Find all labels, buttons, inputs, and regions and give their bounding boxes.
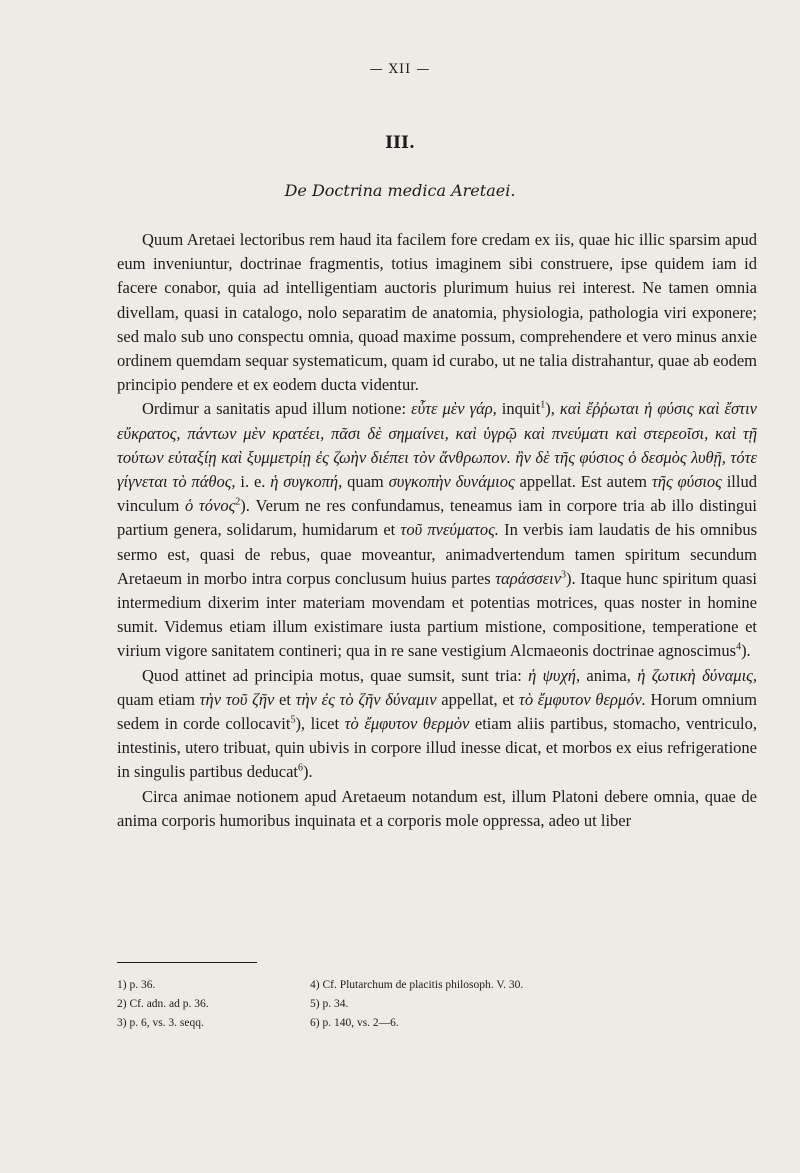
section-title: De Doctrina medica Aretaei. — [284, 181, 516, 200]
text-run: ). Verum ne res confundamus, teneamus iam in corpore tria ab illo distingui partium genera, solidarum, humidarum et — [117, 496, 757, 540]
greek-quote: συγκοπὴν δυνάμιος — [388, 472, 515, 492]
greek-quote: τὴν ἐς τὸ ζῆν δύναμιν — [295, 689, 437, 709]
paragraph — [117, 397, 757, 663]
footnote-marker: 1 — [540, 399, 546, 411]
footnotes-right-column — [310, 976, 750, 1033]
paragraph — [117, 228, 757, 397]
footnote-marker: 4 — [736, 641, 742, 653]
text-run: illud vinculum — [117, 472, 757, 516]
greek-quote: ὁ τόνος — [184, 496, 236, 516]
footnote: 1) p. 36. — [117, 979, 156, 991]
footnote-marker: 3 — [561, 569, 567, 581]
footnote-marker: 5 — [290, 714, 296, 726]
greek-quote: καὶ ἔῤῥωται ἡ φύσις καὶ ἔστιν εὔκρατος, πάντων μὲν κρατέει, πᾶσι δὲ σημαίνει, καὶ ὑγρῷ καὶ πνεύματι καὶ στερεοῖσι, καὶ τῇ τούτων εὐταξίῃ καὶ ξυμμετρίῃ ἐς ζωὴν διέπει τὸν ἄνθρωπον. ἢν δὲ τῆς φύσιος ὁ δεσμὸς λυθῇ, τότε γίγνεται τὸ πάθος, — [117, 399, 757, 492]
text-run: quam — [342, 472, 389, 492]
greek-quote: τὴν τοῦ ζῆν — [199, 689, 275, 709]
text-run: etiam aliis partibus, stomacho, ventriculo, intestinis, utero tribuat, quin ubivis in corpore illud inesse dicat, et morbos ex eius refrigeratione in singulis partibus deducat — [117, 714, 758, 782]
footnote: 2) Cf. adn. ad p. 36. — [117, 998, 209, 1010]
footnotes-left-column — [117, 976, 307, 1033]
text-run: Circa animae notionem apud Aretaeum notandum est, illum Platoni debere omnia, quae de anima corporis humoribus inquinata et a corporis mole oppressa, adeo ut liber — [117, 786, 757, 830]
greek-quote: ταράσσειν — [495, 568, 562, 588]
text-run: Ordimur a sanitatis apud illum notione: — [142, 399, 412, 419]
paragraph — [117, 664, 757, 785]
greek-quote: τῆς φύσιος — [651, 472, 722, 492]
footnote: 3) p. 6, vs. 3. seqq. — [117, 1017, 204, 1029]
text-run: quam etiam — [117, 689, 200, 709]
text-run: ), — [545, 399, 560, 419]
text-run: Quum Aretaei lectoribus rem haud ita facilem fore credam ex iis, quae hic illic sparsim apud eum inveniuntur, doctrinae fragmentis, totius imaginem sibi construere, ipse quidem iam id facere conabor, quia ad intelligentiam auctoris plurimum huius rei interest. Ne tamen omnia divellam, quasi in catalogo, nolo separatim de anatomia, physiologia, pathologia viri exponere; sed malo sub uno conspectu omnia, quoad maxime possum, comprehendere et vero minus anxie ordinem quemdam sequar systematicum, quam id curabo, ut ne talia distrahantur, quae ab eodem principio pendere et ex eodem ducta videntur. — [117, 230, 757, 395]
greek-quote: τὸ ἔμφυτον θερμόν. — [518, 689, 646, 709]
greek-quote: τὸ ἔμφυτον θερμὸν — [344, 714, 470, 734]
footnote: 6) p. 140, vs. 2—6. — [310, 1017, 399, 1029]
footnote: 4) Cf. Plutarchum de placitis philosoph. V. 30. — [310, 979, 524, 991]
greek-quote: ἡ ψυχή, — [528, 665, 581, 685]
text-run: ). Itaque hunc spiritum quasi intermedium dixerim inter materiam movendam et potentias motrices, quas noster in homine sumit. Videmus etiam illum existimare iusta partium mistione, compositione, temperatione et virium vigore sanitatem contineri; qua in re sane vestigium Alcmaeonis doctrinae agnoscimus — [117, 568, 757, 661]
text-run: ). — [303, 762, 313, 782]
text-run: appellat. Est autem — [514, 472, 652, 492]
text-run: Quod attinet ad principia motus, quae sumsit, sunt tria: — [142, 665, 529, 685]
text-run: appellat, et — [436, 689, 519, 709]
text-run: anima, — [580, 665, 638, 685]
paragraph — [117, 785, 757, 833]
text-run: Horum omnium sedem in corde collocavit — [117, 689, 757, 734]
section-number: III. — [385, 133, 415, 153]
body-text — [117, 228, 757, 833]
text-run: ), licet — [295, 714, 345, 734]
greek-quote: τοῦ πνεύματος. — [400, 520, 499, 540]
greek-quote: εὖτε μὲν γάρ, — [411, 399, 497, 419]
text-run: i. e. — [235, 472, 271, 492]
text-run: In verbis iam laudatis de his omnibus sermo est, quasi de rebus, quae moveantur, animadvertendum tamen spiritum secundum Aretaeum in morbo intra corpus conclusum huius partes — [117, 520, 757, 588]
greek-quote: ἡ ζωτικὴ δύναμις, — [637, 665, 757, 685]
text-run: ). — [741, 641, 751, 661]
footnote-marker: 6 — [298, 762, 304, 774]
footnote-divider — [117, 962, 257, 963]
text-run: inquit — [496, 399, 541, 419]
footnote-marker: 2 — [235, 496, 241, 508]
text-run: et — [274, 689, 296, 709]
greek-quote: ἡ συγκοπή, — [270, 472, 343, 492]
page-number: — XII — — [369, 62, 431, 77]
footnote: 5) p. 34. — [310, 998, 349, 1010]
